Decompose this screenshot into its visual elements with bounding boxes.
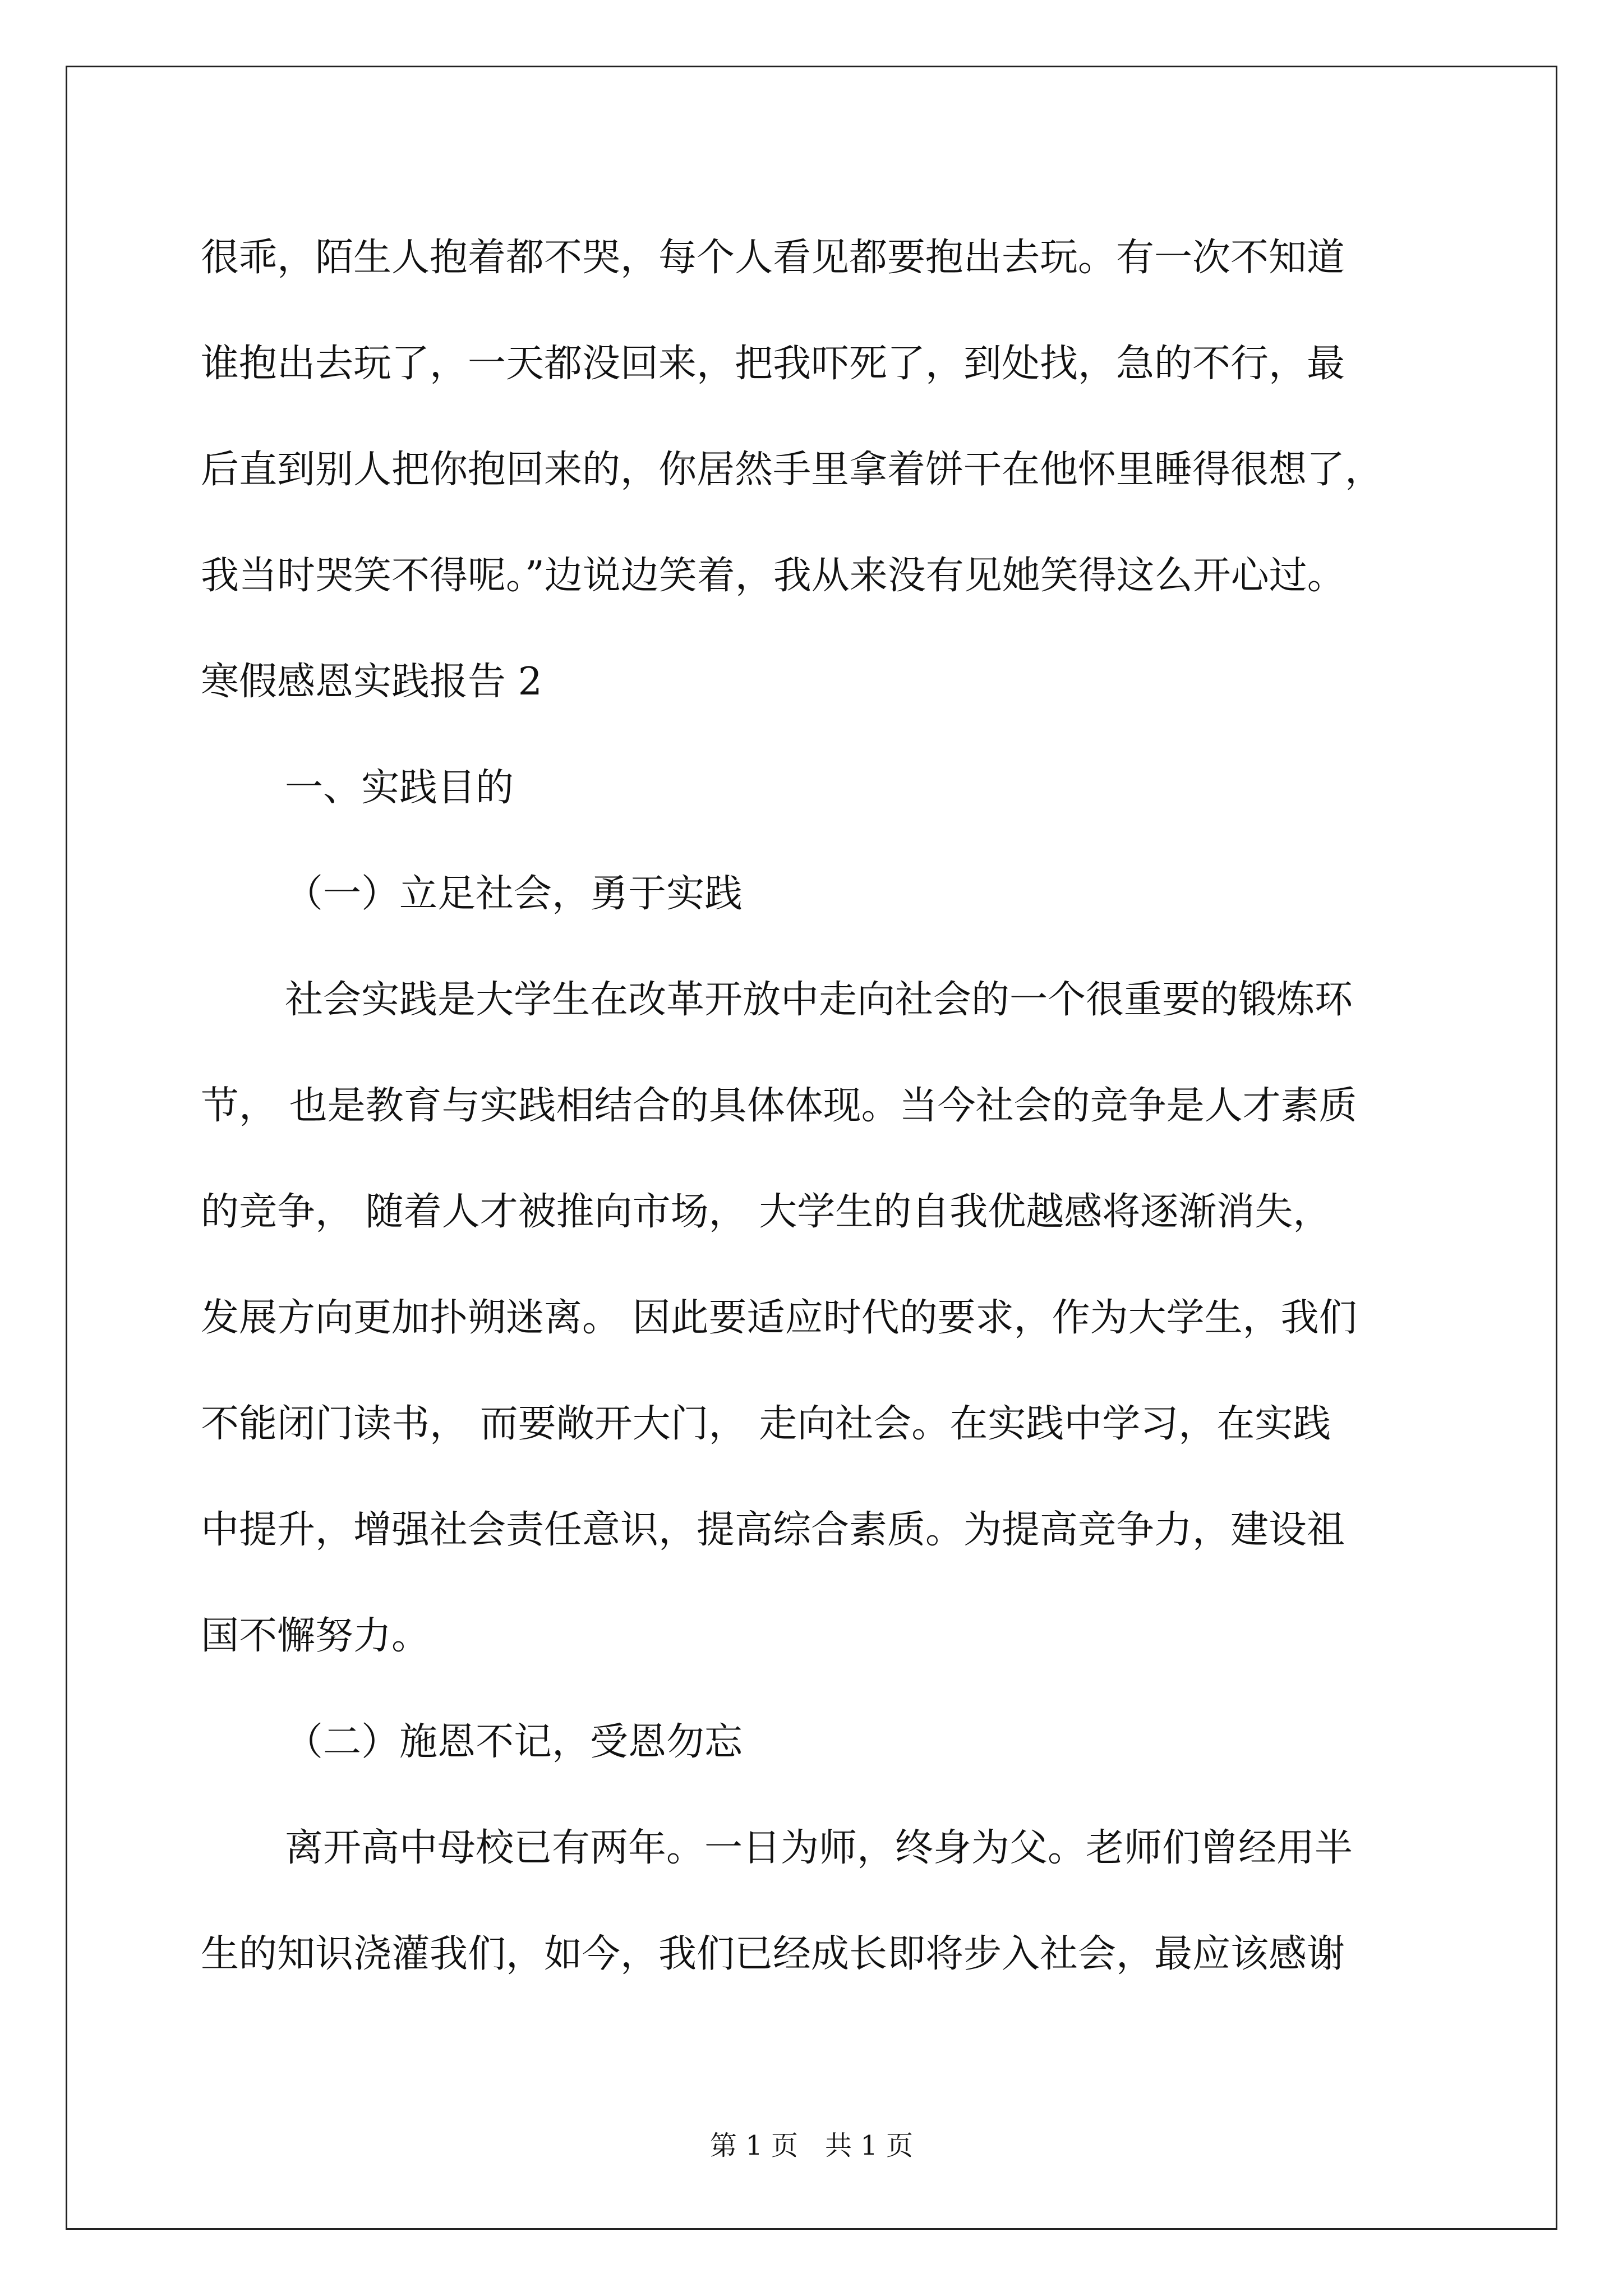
heading-level-2: （二）施恩不记，受恩勿忘 xyxy=(285,1720,743,1764)
heading-level-1: 一、实践目的 xyxy=(285,766,514,810)
heading-level-2: （一）立足社会，勇于实践 xyxy=(285,872,743,916)
body-line: 谁抱出去玩了，一天都没回来，把我吓死了，到处找，急的不行，最 xyxy=(201,342,1345,386)
document-body xyxy=(201,205,1429,2007)
body-line: 很乖，陌生人抱着都不哭，每个人看见都要抱出去玩。有一次不知道 xyxy=(201,236,1345,280)
body-line: 后直到别人把你抱回来的，你居然手里拿着饼干在他怀里睡得很想了， xyxy=(201,448,1384,492)
body-line: 中提升，增强社会责任意识，提高综合素质。为提高竞争力，建设祖 xyxy=(201,1508,1345,1552)
body-line: 的竞争， 随着人才被推向市场， 大学生的自我优越感将逐渐消失， xyxy=(201,1190,1331,1234)
body-line: 国不懈努力。 xyxy=(201,1614,430,1658)
body-line: 生的知识浇灌我们，如今，我们已经成长即将步入社会，最应该感谢 xyxy=(201,1932,1345,1976)
body-line: 发展方向更加扑朔迷离。 因此要适应时代的要求，作为大学生，我们 xyxy=(201,1296,1357,1340)
body-line: 离开高中母校已有两年。一日为师，终身为父。老师们曾经用半 xyxy=(285,1826,1353,1870)
section-title: 寒假感恩实践报告 2 xyxy=(201,660,542,704)
page-number-footer: 第 1 页 共 1 页 xyxy=(709,2130,914,2161)
body-line: 不能闭门读书， 而要敞开大门， 走向社会。在实践中学习，在实践 xyxy=(201,1402,1331,1446)
body-line: 社会实践是大学生在改革开放中走向社会的一个很重要的锻炼环 xyxy=(285,978,1353,1022)
body-line: 节， 也是教育与实践相结合的具体体现。当今社会的竞争是人才素质 xyxy=(201,1084,1357,1128)
body-line: 我当时哭笑不得呢。”边说边笑着，我从来没有见她笑得这么开心过。 xyxy=(201,554,1345,598)
